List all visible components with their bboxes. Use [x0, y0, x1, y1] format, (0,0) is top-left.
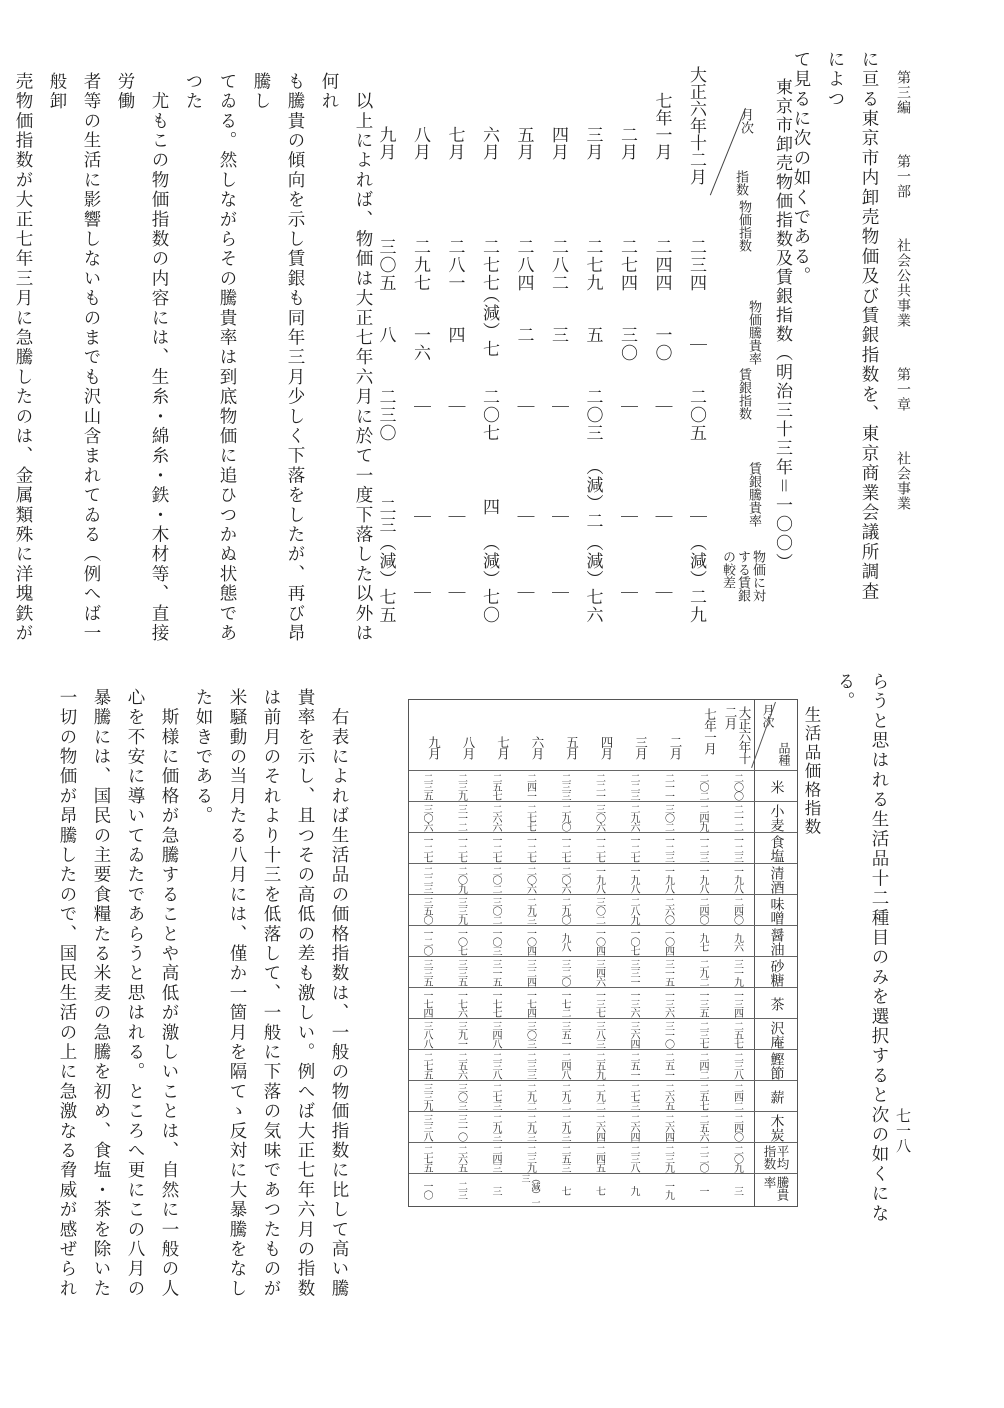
table-cell: 二九二 — [697, 959, 708, 986]
text-line: 者等の生活に影響しないものまでも沢山含まれてゐる（例へば一般卸 — [47, 72, 101, 644]
table-row — [474, 78, 508, 658]
text-line: 米騒動の当月たる八月には、僅か一箇月を隔てゝ反対に大暴騰をなし — [227, 688, 247, 1299]
table-cell: 一九八 — [731, 866, 743, 893]
table-cell: 一二七 — [421, 835, 432, 862]
table-row — [409, 894, 797, 926]
text-line: は前月のそれより十三を低落して、一般に下落の気味であつたものが — [261, 688, 281, 1299]
cell-price-rise: （減）七 — [479, 286, 499, 358]
table-cell: 三一五 — [662, 959, 674, 986]
table-cell: 二六四 — [593, 1114, 605, 1141]
table-cell: 三四八 — [490, 1021, 501, 1048]
table-cell: 二七五 — [421, 1145, 432, 1172]
table-cell: 三三五 — [421, 959, 432, 986]
table-row — [409, 987, 797, 1019]
table-cell: 九 — [628, 1185, 639, 1195]
table-cell: 三六四 — [628, 1021, 639, 1048]
table-cell: 二三 — [455, 1181, 467, 1199]
cell-wage-index: ｜ — [617, 398, 637, 416]
col-header-wage-rise: 賃銀騰貴率 — [746, 462, 761, 527]
row-month: 四月 — [548, 126, 568, 160]
table-cell: 二三九 — [455, 773, 467, 800]
table-cell: 二二〇 — [697, 1145, 708, 1172]
cell-diff: ｜ — [513, 584, 534, 602]
table-row — [409, 770, 797, 802]
text-line: 貴率を示し、且つその高低の差も激しい。例へば大正七年六月の指数 — [295, 688, 315, 1299]
header-chapter: 第一章 — [895, 367, 911, 412]
table-cell: 二九三 — [559, 1114, 570, 1141]
wholesale-price-wage-table — [375, 66, 795, 658]
table-cell: 二一一 — [662, 773, 674, 800]
text-line: 尤もこの物価指数の内容には、生糸・綿糸・鉄・木材等、直接労働 — [115, 72, 169, 644]
cell-diff: （減）七〇 — [479, 534, 499, 624]
table-cell: 三一九 — [731, 959, 743, 986]
row-item-label: 食塩 — [768, 834, 785, 863]
table-cell: 一二七 — [524, 835, 536, 862]
cell-wage-rise: ｜ — [444, 508, 465, 526]
table-cell: 二三七 — [697, 1021, 708, 1048]
text-line: て見るに次の如くである。 — [791, 50, 811, 287]
table-cell: 七 — [559, 1185, 570, 1195]
table-cell: 三二〇 — [559, 959, 570, 986]
row-month: 五月 — [513, 126, 534, 160]
cell-wage-rise: ｜ — [410, 508, 430, 526]
cell-price-rise: 一〇 — [651, 326, 672, 362]
table-cell: 一二三 — [662, 835, 674, 862]
row-item-label: 醤油 — [768, 927, 785, 956]
table-title: 生活品価格指数 — [802, 706, 821, 837]
table-cell: 二〇六 — [559, 866, 570, 893]
table-cell: 二三八 — [490, 1052, 501, 1079]
table-cell: 一二七 — [490, 835, 501, 862]
table-cell: 一三六 — [662, 990, 674, 1017]
cell-wage-index: 二〇五 — [686, 388, 706, 442]
table-row — [409, 1142, 797, 1174]
month-header: 五月 — [564, 736, 580, 759]
table-cell: 二〇九 — [731, 1145, 743, 1172]
row-item-label: 騰貴率 — [762, 1176, 790, 1201]
table-cell: 二二三 — [421, 866, 432, 893]
row-item-label: 平均指数 — [762, 1144, 790, 1170]
table-cell: 二九二 — [524, 1083, 536, 1110]
table-cell: 一三四 — [731, 990, 743, 1017]
table-cell: 二六四 — [628, 1114, 639, 1141]
table-cell: 九六 — [731, 932, 743, 951]
col-header-price-rise: 物価騰貴率 — [746, 300, 761, 365]
text-line: に亘る東京市内卸売物価及び賃銀指数を、東京商業会議所調査によつ — [825, 50, 879, 602]
table-cell: 二三九 — [524, 1145, 536, 1172]
table-cell: 一九八 — [593, 866, 605, 893]
table-cell: 二〇二 — [490, 866, 501, 893]
cell-price-index: 二七七 — [479, 238, 499, 292]
table-cell: 二四〇 — [731, 897, 743, 924]
cell-price-rise: 八 — [375, 326, 396, 344]
row-item-label: 小麦 — [768, 803, 785, 832]
table-cell: 二四二 — [731, 1083, 743, 1110]
cell-wage-rise: （減）二 — [582, 458, 603, 530]
table-cell: 一二七 — [455, 835, 467, 862]
row-item-label: 茶 — [768, 996, 785, 1011]
page-number: 七一八 — [894, 1108, 912, 1153]
table-cell: 一七四 — [421, 990, 432, 1017]
cell-price-rise: 三 — [548, 326, 568, 344]
table-cell: 三二四 — [524, 959, 536, 986]
table-cell: 二四九 — [697, 804, 708, 831]
table-cell: 三一〇 — [662, 1021, 674, 1048]
month-header: 大正六年十二月 — [723, 706, 752, 764]
text-line: 以上によれば、物価は大正七年六月に於て一度下落した以外は何れ — [319, 72, 373, 644]
month-header: 八月 — [461, 736, 476, 759]
row-month: 三月 — [582, 126, 603, 160]
table-cell: 三三九 — [455, 897, 467, 924]
corner-month-label: 月次 — [761, 704, 775, 728]
cell-wage-rise: ｜ — [686, 508, 706, 526]
table-cell: 一二七 — [628, 835, 639, 862]
table-cell: 二〇〇 — [731, 773, 743, 800]
row-month: 七年一月 — [651, 92, 672, 160]
row-month: 七月 — [444, 126, 465, 160]
text-line: 暴騰には、国民の主要食糧たる米麦の急騰を初め、食塩・茶を除いた — [91, 688, 111, 1299]
table-row — [647, 78, 681, 658]
cell-wage-index: 二三〇 — [375, 388, 396, 442]
cell-diff: （減）二九 — [686, 534, 706, 624]
table-row — [409, 1111, 797, 1143]
table-cell: 三一〇 — [455, 1114, 467, 1141]
cell-diff: （減）七六 — [582, 534, 603, 624]
table-row — [578, 78, 612, 658]
table-row — [409, 801, 797, 833]
table-cell: 二〇六 — [524, 866, 536, 893]
row-item-label: 沢庵 — [768, 1020, 785, 1049]
header-part: 第三編 — [895, 70, 911, 115]
running-header — [893, 70, 913, 630]
corner-index-label: 指数 — [733, 170, 748, 196]
cell-wage-index: 二〇七 — [479, 388, 499, 442]
table-cell: 二五六 — [455, 1052, 467, 1079]
table-cell: 一〇三 — [490, 928, 501, 955]
cell-price-rise: 二 — [513, 326, 534, 344]
table-cell: 二三八 — [731, 1052, 743, 1079]
table-cell: 一三七 — [593, 990, 605, 1017]
text-line: も騰貴の傾向を示し賃銀も同年三月少しく下落をしたが、再び昂騰し — [251, 72, 305, 644]
table-cell: 二〇九 — [455, 866, 467, 893]
cell-price-index: 二九七 — [410, 238, 430, 292]
table-row — [409, 1018, 797, 1050]
table-cell: 二一二 — [731, 804, 743, 831]
bottom-intro-paragraph — [802, 672, 896, 1232]
month-header: 三月 — [633, 736, 649, 759]
table-cell: 二四〇 — [731, 1114, 743, 1141]
table-corner — [733, 108, 763, 196]
cell-price-rise: ｜ — [686, 336, 706, 354]
cell-wage-index: 二〇三 — [582, 388, 603, 442]
text-line: 売物価指数が大正七年三月に急騰したのは、金属類殊に洋塊鉄が — [13, 72, 33, 644]
table-row — [440, 78, 474, 658]
cell-diff: ｜ — [651, 584, 672, 602]
table-cell: 三〇二 — [593, 897, 605, 924]
table-cell: 三〇三 — [524, 1021, 536, 1048]
table-cell: 二〇二 — [697, 773, 708, 800]
table-cell: 二四二 — [697, 1052, 708, 1079]
table-cell: 三三一 — [628, 959, 639, 986]
table-cell: 三五一 — [559, 1021, 570, 1048]
row-month: 大正六年十二月 — [686, 66, 706, 185]
header-chapter-title: 社会事業 — [895, 451, 911, 511]
month-header: 九月 — [426, 736, 442, 759]
table-cell: 一三六 — [628, 990, 639, 1017]
cell-price-rise: 四 — [444, 326, 465, 344]
table-row — [409, 956, 797, 988]
cell-price-index: 二四四 — [651, 238, 672, 292]
table-cell: 三五〇 — [421, 897, 432, 924]
table-cell: 二九二 — [559, 1083, 570, 1110]
month-header: 七月 — [495, 736, 511, 759]
table-cell: （減）一三 — [519, 1174, 540, 1206]
row-item-label: 米 — [768, 779, 785, 794]
table-cell: 三八三 — [593, 1021, 605, 1048]
row-item-label: 砂糖 — [768, 958, 785, 987]
cell-wage-rise: 四 — [479, 498, 499, 516]
table-cell: 二三九 — [662, 1145, 674, 1172]
month-header: 七年一月 — [702, 708, 718, 754]
text-line: てゐる。然しながらその騰貴率は到底物価に追ひつかぬ状態であつた — [183, 72, 237, 644]
table-cell: 二五三 — [559, 1145, 570, 1172]
table-cell: 二九六 — [628, 804, 639, 831]
table-corner — [754, 700, 797, 770]
table-cell: 二九〇 — [559, 804, 570, 831]
cell-price-index: 二三四 — [686, 238, 706, 292]
table-row — [409, 925, 797, 957]
table-cell: 二二一 — [593, 773, 605, 800]
cell-wage-rise: ｜ — [513, 508, 534, 526]
table-cell: 二六六 — [490, 804, 501, 831]
table-cell: 三一五 — [490, 959, 501, 986]
row-item-label: 鰹節 — [768, 1051, 785, 1080]
table-cell: 二五七 — [731, 1021, 743, 1048]
cell-diff: ｜ — [548, 584, 568, 602]
table-cell: 三三八 — [421, 1114, 432, 1141]
month-header: 六月 — [530, 736, 545, 759]
table-cell: 二九〇 — [559, 897, 570, 924]
text-line: 心を不安に導いてゐたであらうと思はれる。ところへ更にこの八月の — [125, 688, 145, 1299]
table-cell: 三三九 — [421, 1083, 432, 1110]
table-cell: 三三五 — [455, 959, 467, 986]
table-cell: 二七三 — [490, 1083, 501, 1110]
cell-wage-rise: ｜ — [548, 508, 568, 526]
header-section: 第一部 — [895, 154, 911, 199]
top-intro-paragraph — [791, 50, 886, 610]
cell-price-index: 二八四 — [513, 238, 534, 292]
table-cell: 一〇 — [421, 1181, 432, 1199]
table-cell: 一九八 — [662, 866, 674, 893]
cell-wage-index: ｜ — [548, 398, 568, 416]
table-cell: 三〇二 — [490, 897, 501, 924]
table-cell: 一七六 — [455, 990, 467, 1017]
table-row — [405, 78, 439, 658]
table-cell: 三〇三 — [455, 1083, 467, 1110]
table-cell: 二五六 — [697, 1114, 708, 1141]
cell-wage-index: ｜ — [444, 398, 465, 416]
table-cell: 二四八 — [559, 1052, 570, 1079]
table-cell: 一〇四 — [662, 928, 674, 955]
corner-month-label: 月次 — [738, 108, 753, 134]
cell-wage-index: ｜ — [410, 398, 430, 416]
cell-price-index: 二八二 — [548, 238, 568, 292]
table-cell: 一七二 — [559, 990, 570, 1017]
table-cell: 一二三 — [731, 835, 743, 862]
table-row — [612, 78, 646, 658]
table-cell: 二五一 — [628, 1052, 639, 1079]
table-cell: 二五一 — [662, 1052, 674, 1079]
cell-price-rise: 五 — [582, 326, 603, 344]
table-cell: 三八八 — [421, 1021, 432, 1048]
col-header-wage-index: 賃銀指数 — [736, 368, 751, 420]
month-header: 二月 — [668, 736, 683, 759]
table-cell: 九八 — [559, 932, 570, 951]
table-cell: 一三五 — [697, 990, 708, 1017]
cell-price-rise: 三〇 — [617, 326, 637, 362]
table-row — [409, 1173, 797, 1206]
corner-item-label: 品種 — [777, 742, 791, 766]
table-cell: 二七五 — [421, 1052, 432, 1079]
cell-wage-index: ｜ — [651, 398, 672, 416]
table-cell: 二三三 — [524, 1052, 536, 1079]
cell-diff: ｜ — [410, 584, 430, 602]
table-cell: 二二三 — [628, 773, 639, 800]
text-line: らうと思はれる生活品十二種目のみを選択すると次の如くになる。 — [835, 672, 889, 1224]
cell-diff: ｜ — [617, 584, 637, 602]
table-cell: 三 — [490, 1185, 501, 1195]
table-cell: 一〇七 — [455, 928, 467, 955]
table-cell: 二五七 — [697, 1083, 708, 1110]
text-line: 斯様に価格が急騰することや高低が激しいことは、自然に一般の人 — [159, 688, 179, 1299]
table-cell: 二六〇 — [662, 897, 674, 924]
table-cell: 二六五 — [662, 1083, 674, 1110]
cell-wage-rise: 二三 — [375, 498, 396, 534]
table-row — [409, 1080, 797, 1112]
header-section-title: 社会公共事業 — [895, 238, 911, 328]
text-line: た如きである。 — [193, 688, 213, 826]
table-cell: 三〇六 — [593, 804, 605, 831]
row-month: 六月 — [479, 126, 499, 160]
table-cell: 一二七 — [559, 835, 570, 862]
table-cell: 二八九 — [628, 897, 639, 924]
table-cell: 一九八 — [697, 866, 708, 893]
table-cell: 一二三 — [697, 835, 708, 862]
table-cell: 九七 — [697, 932, 708, 951]
table-cell: 二三三 — [559, 773, 570, 800]
table-cell: 一九八 — [628, 866, 639, 893]
table-cell: 三 — [731, 1185, 743, 1195]
cell-diff: （減）七五 — [375, 534, 396, 624]
cell-wage-rise: ｜ — [617, 508, 637, 526]
table-cell: 二九三 — [524, 1114, 536, 1141]
table-cell: 二七三 — [628, 1083, 639, 1110]
table-cell: 一七四 — [524, 990, 536, 1017]
table-row — [409, 1049, 797, 1081]
table-cell: 七 — [593, 1185, 605, 1195]
text-line: 右表によれば生活品の価格指数は、一般の物価指数に比して高い騰 — [329, 688, 349, 1299]
table-cell: 二五七 — [490, 773, 501, 800]
table-cell: 一二〇 — [421, 928, 432, 955]
table-cell: 一二七 — [593, 835, 605, 862]
table-cell: 二六四 — [662, 1114, 674, 1141]
table-cell: 一七七 — [490, 990, 501, 1017]
table-cell: 二四〇 — [697, 897, 708, 924]
table-cell: 一 — [697, 1185, 708, 1195]
table-cell: 二四三 — [490, 1145, 501, 1172]
cell-price-index: 二七四 — [617, 238, 637, 292]
table-cell: 一〇七 — [628, 928, 639, 955]
table-cell: 二九三 — [524, 897, 536, 924]
table-cell: 二九二 — [593, 1083, 605, 1110]
table-cell: 三〇二 — [662, 804, 674, 831]
row-item-label: 薪 — [768, 1089, 785, 1104]
table-cell: 三一二 — [455, 804, 467, 831]
text-line: 一切の物価が昂騰したので、国民生活の上に急激なる脅威が感ぜられ — [57, 688, 77, 1299]
table-row — [409, 863, 797, 895]
table-title: 東京市卸売物価指数及賃銀指数（明治三十三年＝一〇〇） — [772, 78, 792, 572]
table-cell: 一九 — [662, 1181, 674, 1199]
table-cell: 二九三 — [490, 1114, 501, 1141]
table-cell: 一〇四 — [524, 928, 536, 955]
cell-diff: ｜ — [444, 584, 465, 602]
row-month: 二月 — [617, 126, 637, 160]
table-cell: 一〇四 — [593, 928, 605, 955]
table-cell: 二五九 — [593, 1052, 605, 1079]
table-cell: 三九一 — [455, 1021, 467, 1048]
cell-price-index: 二七九 — [582, 238, 603, 292]
table-cell: 二四一 — [524, 773, 536, 800]
row-month: 九月 — [375, 126, 396, 160]
living-goods-price-table — [408, 699, 798, 1207]
col-header-diff: 物価に対する賃銀の較差 — [720, 550, 765, 602]
table-cell: 三〇六 — [421, 804, 432, 831]
table-cell: 三四六 — [593, 959, 605, 986]
row-month: 八月 — [410, 126, 430, 160]
table-cell: 二三五 — [421, 773, 432, 800]
table-cell: 二四五 — [593, 1145, 605, 1172]
row-item-label: 清酒 — [768, 865, 785, 894]
cell-wage-index: ｜ — [513, 398, 534, 416]
table-cell: 二六五 — [455, 1145, 467, 1172]
cell-price-index: 三〇五 — [375, 238, 396, 292]
table-row — [409, 832, 797, 864]
table-row — [509, 78, 543, 658]
top-body-paragraph — [13, 72, 380, 652]
table-cell: 二七七 — [524, 804, 536, 831]
cell-price-index: 二八一 — [444, 238, 465, 292]
cell-price-rise: 一六 — [410, 326, 430, 362]
table-cell: 二三八 — [628, 1145, 639, 1172]
col-header-price-index: 物価指数 — [736, 200, 751, 252]
bottom-body-paragraph — [56, 688, 356, 1308]
table-row — [681, 66, 715, 658]
cell-wage-rise: ｜ — [651, 508, 672, 526]
row-item-label: 木炭 — [768, 1113, 785, 1142]
table-row — [543, 78, 577, 658]
month-header: 四月 — [599, 736, 614, 759]
row-item-label: 味噌 — [768, 896, 785, 925]
